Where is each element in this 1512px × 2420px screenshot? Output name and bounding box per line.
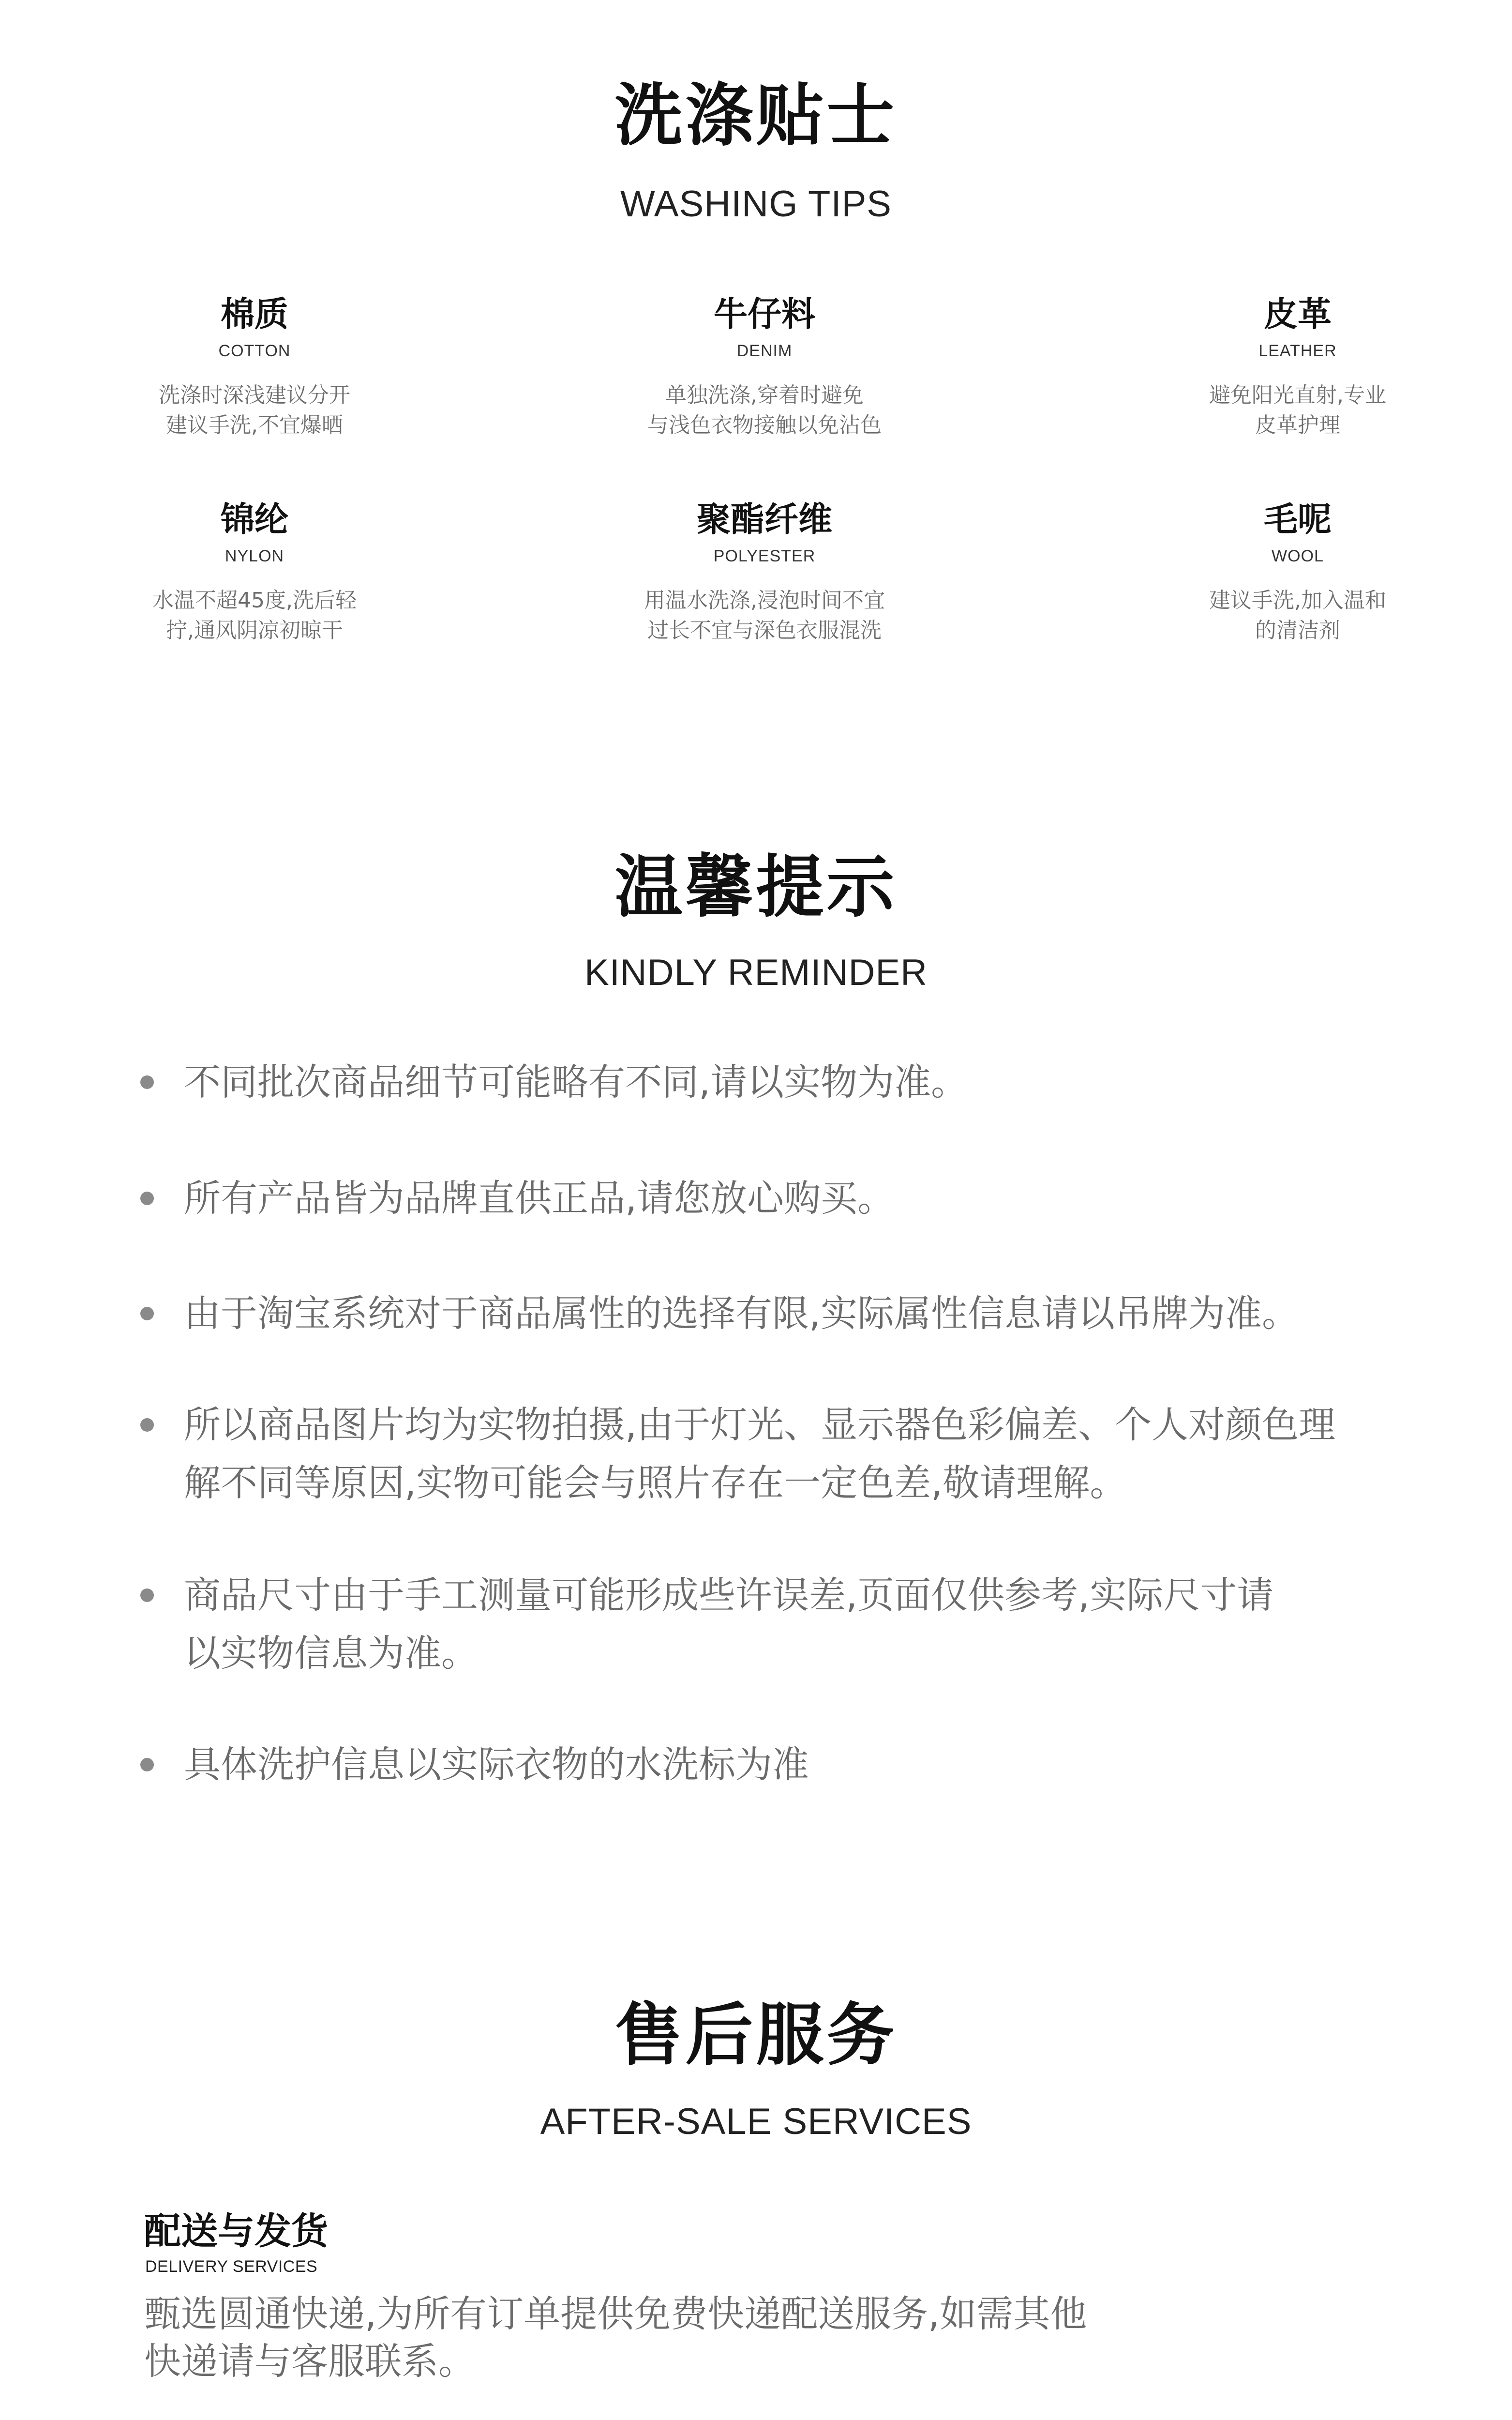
reminder-item: 商品尺寸由于手工测量可能形成些许误差,页面仅供参考,实际尺寸请 以实物信息为准。 [184,1573,1274,1675]
aftersale-subtitle: AFTER-SALE SERVICES [540,2101,972,2142]
wash-item-desc: 建议手洗,加入温和 的清洁剂 [1209,588,1386,643]
reminder-bullet [140,1418,154,1432]
wash-item-nylon [85,499,424,646]
washing-tips-title: 洗涤贴士 [614,76,898,155]
wash-item-desc: 水温不超45度,洗后轻 拧,通风阴凉初晾干 [152,588,357,643]
aftersale-title: 售后服务 [614,1996,898,2075]
wash-item-en: POLYESTER [713,547,816,565]
reminder-item: 所以商品图片均为实物拍摄,由于灯光、显示器色彩偏差、个人对颜色理 解不同等原因,实物可能会与照片存在一定色差,敬请理解。 [184,1403,1336,1504]
wash-item-desc: 洗涤时深浅建议分开 建议手洗,不宜爆晒 [159,383,350,438]
washing-tips-subtitle: WASHING TIPS [620,183,892,225]
wash-item-name: 棉质 [221,294,288,334]
wash-item-en: LEATHER [1258,342,1337,360]
reminder-item: 具体洗护信息以实际衣物的水洗标为准 [184,1743,809,1786]
reminder-subtitle: KINDLY REMINDER [584,952,928,993]
wash-item-en: COTTON [218,342,291,360]
wash-item-polyester [581,499,948,646]
reminder-item: 所有产品皆为品牌直供正品,请您放心购买。 [184,1177,895,1220]
wash-item-leather [1128,294,1467,440]
wash-item-desc: 避免阳光直射,专业 皮革护理 [1209,383,1386,438]
reminder-bullet [140,1758,154,1771]
reminder-bullet [140,1588,154,1602]
wash-item-en: WOOL [1272,547,1324,565]
reminder-item: 由于淘宝系统对于商品属性的选择有限,实际属性信息请以吊牌为准。 [184,1292,1299,1335]
wash-item-wool [1128,499,1467,646]
wash-item-name: 毛呢 [1264,499,1332,539]
wash-item-desc: 用温水洗涤,浸泡时间不宜 过长不宜与深色衣服混洗 [644,588,885,643]
delivery-title: 配送与发货 [144,2209,328,2253]
wash-item-desc: 单独洗涤,穿着时避免 与浅色衣物接触以免沾色 [647,383,882,438]
wash-item-name: 聚酯纤维 [697,499,832,539]
wash-item-en: DENIM [736,342,793,360]
reminder-bullet [140,1075,154,1089]
wash-item-en: NYLON [225,547,284,565]
reminder-bullet [140,1192,154,1205]
delivery-en: DELIVERY SERVICES [145,2257,318,2276]
delivery-text: 甄选圆通快递,为所有订单提供免费快递配送服务,如需其他 快递请与客服联系。 [144,2292,1087,2383]
reminder-bullet [140,1307,154,1320]
wash-item-name: 皮革 [1264,294,1332,334]
wash-item-cotton [85,294,424,440]
wash-item-name: 锦纶 [221,499,288,539]
reminder-item: 不同批次商品细节可能略有不同,请以实物为准。 [184,1060,968,1104]
wash-item-name: 牛仔料 [714,294,815,334]
wash-item-denim [581,294,948,440]
reminder-title: 温馨提示 [614,848,898,927]
